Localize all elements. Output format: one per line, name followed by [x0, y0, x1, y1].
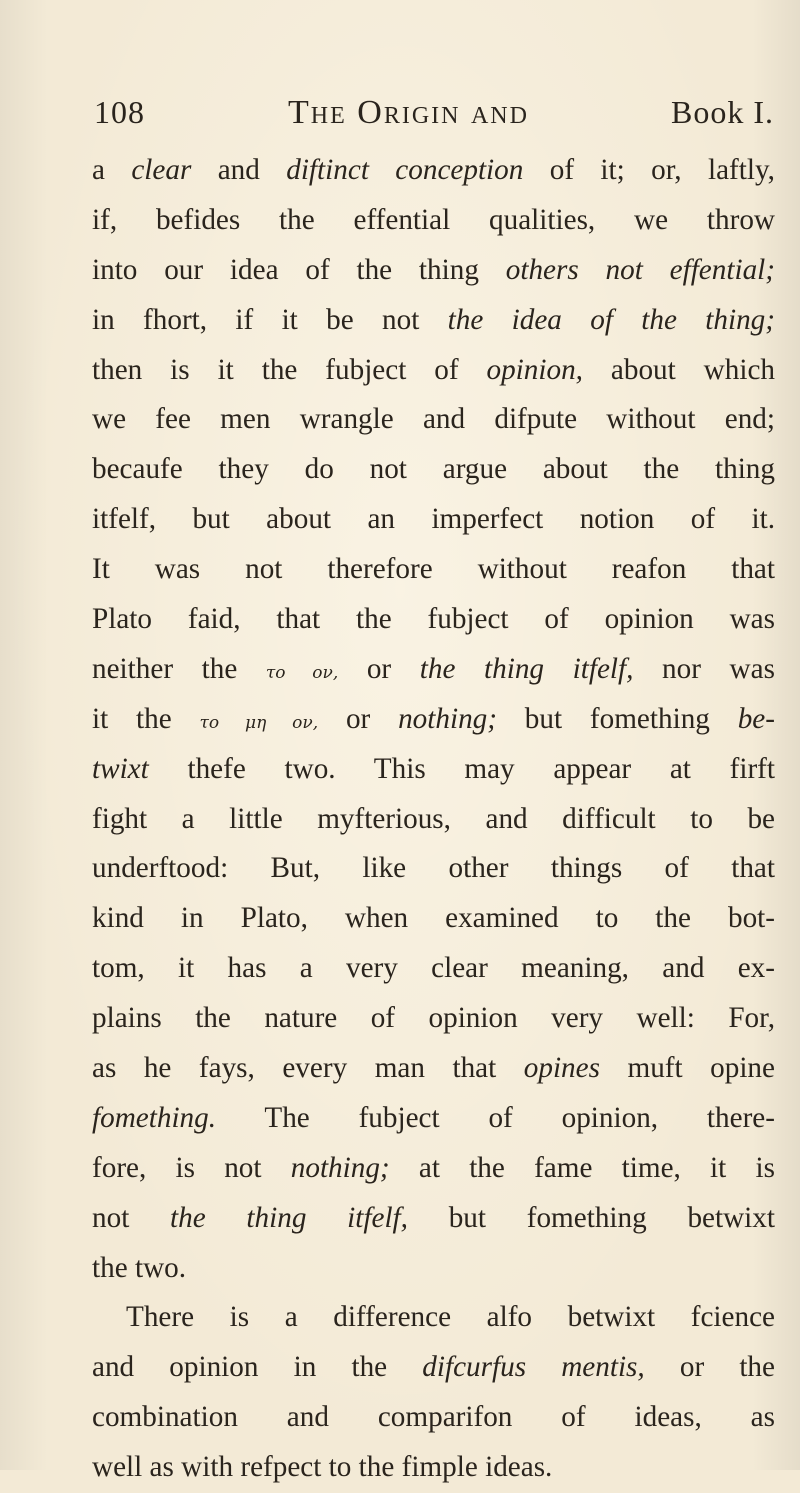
text-line [92, 994, 775, 1044]
text-line [92, 844, 775, 894]
text-span: kind in Plato, when examined to the bot- [92, 902, 775, 935]
italic-phrase: the thing itfelf, [419, 652, 634, 685]
text-span: becaufe they do not argue about the thing [92, 453, 775, 486]
italic-phrase: opinion, [486, 353, 583, 386]
text-span: It was not therefore without reafon that [92, 553, 775, 586]
text-span: itfelf, but about an imperfect notion of it. [92, 503, 775, 536]
text-span: There is a difference alfo betwixt fcience [126, 1301, 775, 1334]
italic-phrase: be- [737, 702, 775, 735]
text-span: thefe two. This may appear at firft [148, 752, 775, 785]
text-span: if, befides the effential qualities, we throw [92, 203, 775, 236]
text-line [92, 346, 775, 396]
text-line [92, 246, 775, 296]
italic-phrase: clear [131, 154, 192, 186]
text-span: plains the nature of opinion very well: For, [92, 1002, 775, 1035]
italic-phrase: difcurfus mentis, [422, 1351, 645, 1384]
text-span: fore, is not [92, 1151, 291, 1184]
text-line [92, 445, 775, 495]
text-line [92, 1443, 775, 1493]
text-line [92, 1194, 775, 1244]
text-line [92, 1044, 775, 1094]
text-span: but fomething [497, 702, 738, 735]
italic-phrase: opines [523, 1052, 600, 1085]
text-span: Plato faid, that the fubject of opinion was [92, 603, 775, 636]
text-line [92, 395, 775, 445]
text-line [92, 1094, 775, 1144]
text-span: as he fays, every man that [92, 1052, 524, 1085]
text-span: a [92, 154, 132, 186]
text-line [92, 795, 775, 845]
page-header [94, 94, 774, 138]
text-span: not [92, 1201, 171, 1234]
text-line [92, 545, 775, 595]
text-line [92, 296, 775, 346]
text-line [92, 1144, 775, 1194]
italic-phrase: nothing; [398, 702, 497, 735]
text-span: at the fame time, it is [389, 1151, 775, 1184]
text-span: and opinion in the [92, 1351, 423, 1384]
body-text [92, 146, 775, 1493]
text-span: then is it the fubject of [92, 353, 487, 386]
italic-phrase: fomething. [92, 1101, 217, 1134]
text-span: it the [92, 702, 200, 735]
running-head: The Origin and [288, 94, 529, 131]
greek-phrase: το μη ον, [199, 712, 319, 733]
text-line [92, 196, 775, 246]
text-span: muft opine [599, 1052, 775, 1085]
text-span: but fomething betwixt [407, 1201, 775, 1234]
italic-phrase: twixt [92, 752, 149, 785]
greek-phrase: το ον, [265, 662, 339, 683]
text-line [92, 1393, 775, 1443]
text-span: the two. [92, 1251, 187, 1284]
text-span: we fee men wrangle and difpute without end; [92, 403, 775, 436]
text-span: or the [644, 1351, 775, 1384]
book-label: Book I. [671, 94, 774, 130]
text-line [92, 1293, 775, 1343]
text-span: or [338, 652, 420, 685]
italic-phrase: diftinct conception [286, 154, 524, 186]
text-line [92, 1343, 775, 1393]
text-span: tom, it has a very clear meaning, and ex- [92, 952, 775, 985]
text-span: The fubject of opinion, there- [216, 1101, 775, 1134]
text-line [92, 645, 775, 695]
text-span: of it; or, laftly, [523, 154, 775, 186]
text-span: well as with refpect to the fimple ideas. [92, 1451, 553, 1484]
text-line [92, 894, 775, 944]
text-span: underftood: But, like other things of that [92, 852, 775, 885]
text-line [92, 1244, 775, 1294]
text-span: fight a little myfterious, and difficult to be [92, 802, 775, 835]
italic-phrase: the idea of the thing; [447, 303, 775, 336]
text-line [92, 595, 775, 645]
text-span: combination and comparifon of ideas, as [92, 1401, 775, 1434]
italic-phrase: the thing itfelf, [170, 1201, 408, 1234]
page-number: 108 [94, 94, 145, 130]
text-line [92, 695, 775, 745]
text-line [92, 495, 775, 545]
text-span: about which [582, 353, 775, 386]
text-span: neither the [92, 652, 266, 685]
text-line [92, 146, 775, 196]
text-line [92, 745, 775, 795]
italic-phrase: nothing; [290, 1151, 390, 1184]
text-span: and [191, 154, 287, 186]
text-span: or [318, 702, 399, 735]
text-line [92, 944, 775, 994]
text-span: nor was [633, 652, 775, 685]
text-span: in fhort, if it be not [92, 303, 448, 336]
text-span: into our idea of the thing [92, 253, 506, 286]
italic-phrase: others not effential; [505, 253, 775, 286]
